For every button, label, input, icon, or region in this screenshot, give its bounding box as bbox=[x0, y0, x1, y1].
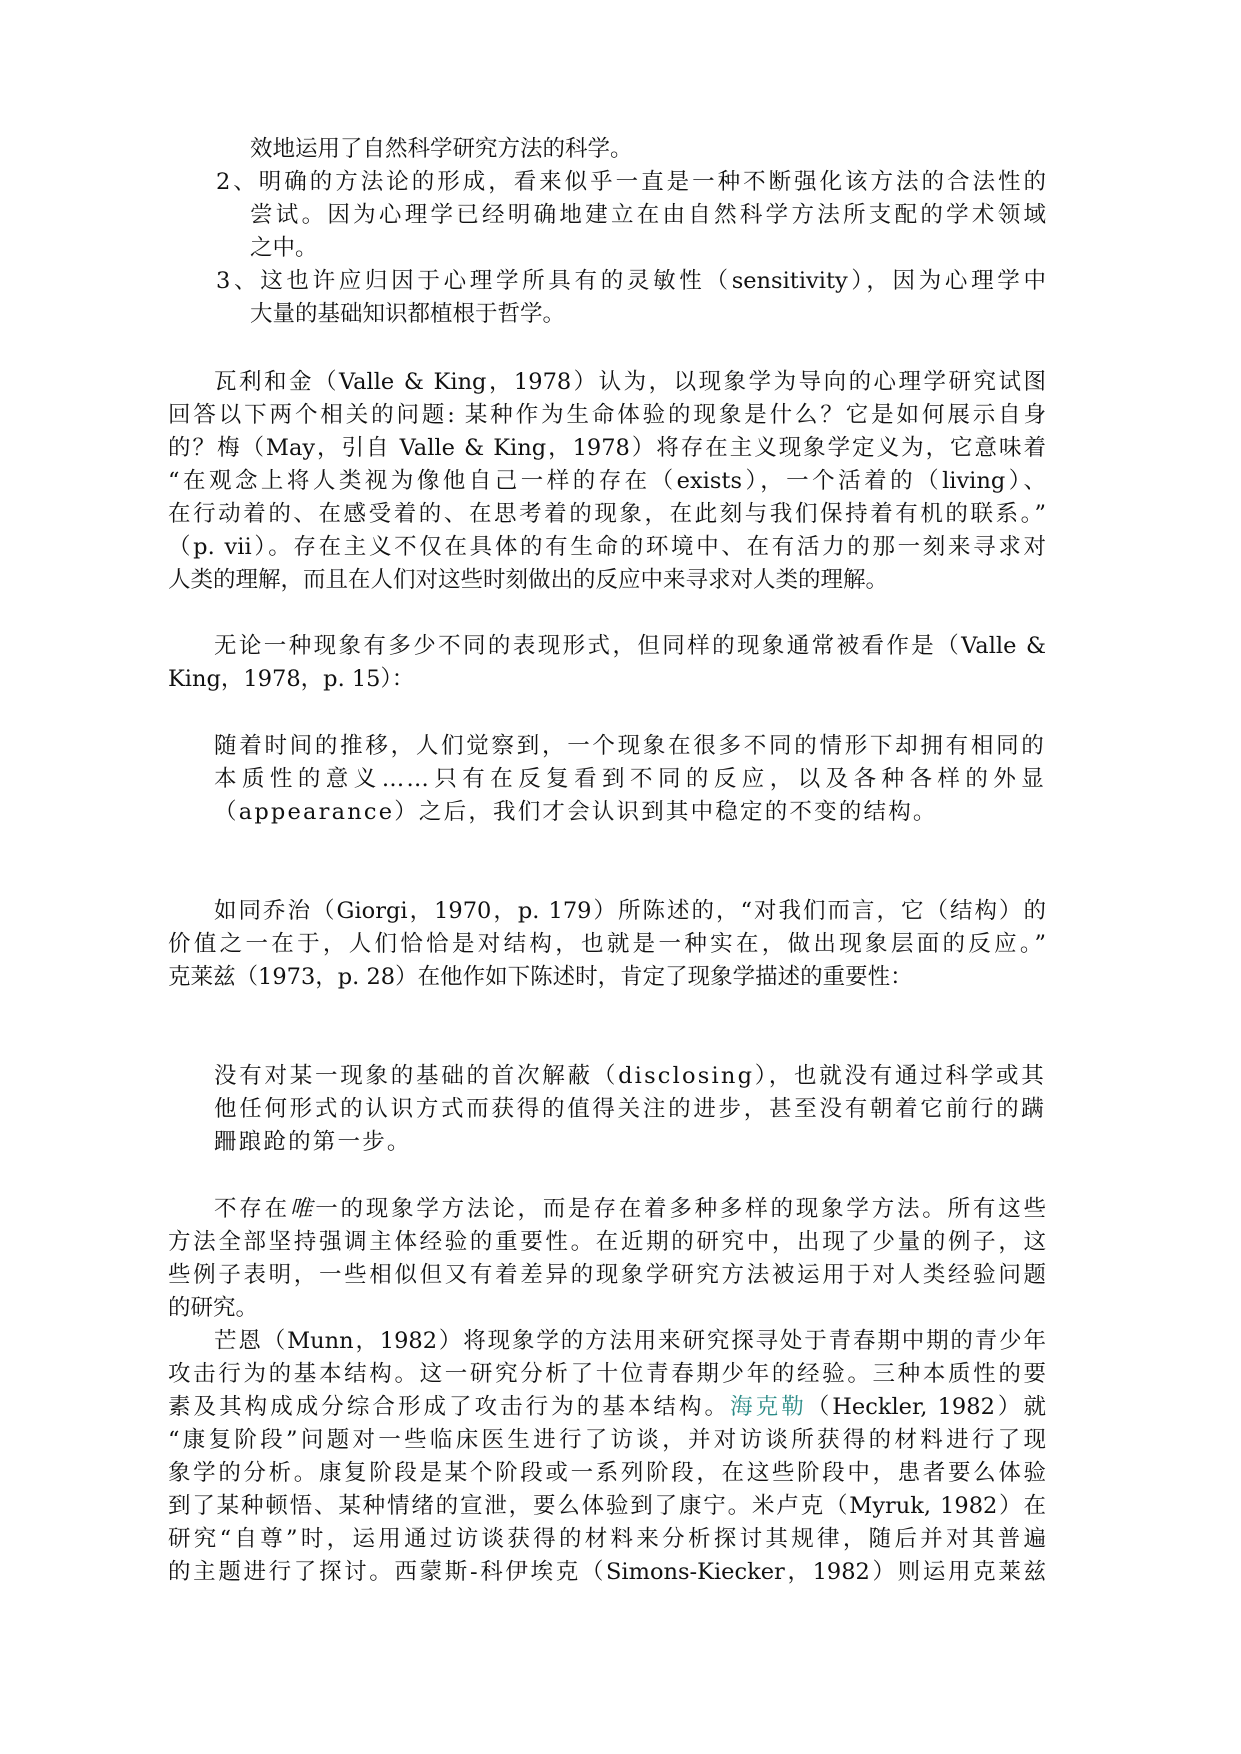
heckler-link[interactable]: 海克勒 bbox=[730, 1394, 807, 1420]
blockquote-1-line-1: 随着时间的推移，人们觉察到，一个现象在很多不同的情形下却拥有相同的 bbox=[214, 733, 1046, 759]
paragraph-5-line-7: 研究“自尊”时，运用通过访谈获得的材料来分析探讨其规律，随后并对其普遍 bbox=[168, 1526, 1046, 1552]
list-item-2-line-3: 之中。 bbox=[250, 235, 318, 261]
paragraph-1-line-3: 的？梅（May，引自 Valle & King，1978）将存在主义现象学定义为，它意味着 bbox=[168, 435, 1046, 461]
paragraph-4-line-4: 的研究。 bbox=[168, 1295, 259, 1321]
blockquote-2-line-1: 没有对某一现象的基础的首次解蔽（disclosing），也就没有通过科学或其 bbox=[214, 1063, 1046, 1089]
paragraph-5-line-6: 到了某种顿悟、某种情绪的宣泄，要么体验到了康宁。米卢克（Myruk, 1982）在 bbox=[168, 1493, 1046, 1519]
paragraph-4-line-2: 方法全部坚持强调主体经验的重要性。在近期的研究中，出现了少量的例子，这 bbox=[168, 1229, 1046, 1255]
paragraph-1-line-4: “在观念上将人类视为像他自己一样的存在（exists），一个活着的（living）、 bbox=[168, 468, 1046, 494]
list-item-2-line-2: 尝试。因为心理学已经明确地建立在由自然科学方法所支配的学术领域 bbox=[250, 202, 1046, 228]
paragraph-4-line-1 bbox=[214, 1193, 1046, 1226]
emphasis-text: 唯 bbox=[289, 1196, 316, 1222]
paragraph-5-line-8: 的主题进行了探讨。西蒙斯-科伊埃克（Simons-Kiecker，1982）则运用克莱兹 bbox=[168, 1559, 1046, 1585]
paragraph-5-text: （Heckler, 1982）就 bbox=[806, 1394, 1046, 1420]
list-item-3-line-2: 大量的基础知识都植根于哲学。 bbox=[250, 301, 566, 327]
list-item-1-continuation: 效地运用了自然科学研究方法的科学。 bbox=[250, 136, 633, 162]
list-item-2-line-1: 2、明确的方法论的形成，看来似乎一直是一种不断强化该方法的合法性的 bbox=[216, 169, 1046, 195]
paragraph-5-line-2: 攻击行为的基本结构。这一研究分析了十位青春期少年的经验。三种本质性的要 bbox=[168, 1361, 1046, 1387]
paragraph-5-line-1: 芒恩（Munn，1982）将现象学的方法用来研究探寻处于青春期中期的青少年 bbox=[214, 1328, 1046, 1354]
paragraph-1-line-2: 回答以下两个相关的问题: 某种作为生命体验的现象是什么？它是如何展示自身 bbox=[168, 402, 1046, 428]
paragraph-2-line-1: 无论一种现象有多少不同的表现形式，但同样的现象通常被看作是（Valle & bbox=[214, 633, 1046, 659]
paragraph-4-text: 一的现象学方法论，而是存在着多种多样的现象学方法。所有这些 bbox=[315, 1196, 1046, 1222]
paragraph-1-line-7: 人类的理解，而且在人们对这些时刻做出的反应中来寻求对人类的理解。 bbox=[168, 567, 889, 593]
paragraph-3-line-3: 克莱兹（1973，p. 28）在他作如下陈述时，肯定了现象学描述的重要性： bbox=[168, 964, 913, 990]
paragraph-4-line-3: 些例子表明，一些相似但又有着差异的现象学研究方法被运用于对人类经验问题 bbox=[168, 1262, 1046, 1288]
paragraph-5-line-3 bbox=[168, 1391, 1046, 1424]
blockquote-1-line-3: （appearance）之后，我们才会认识到其中稳定的不变的结构。 bbox=[214, 799, 938, 825]
paragraph-5-line-4: “康复阶段”问题对一些临床医生进行了访谈，并对访谈所获得的材料进行了现 bbox=[168, 1427, 1046, 1453]
paragraph-5-text: 素及其构成成分综合形成了攻击行为的基本结构。 bbox=[168, 1394, 731, 1420]
paragraph-2-line-2: King，1978，p. 15）： bbox=[168, 666, 415, 692]
blockquote-2-line-2: 他任何形式的认识方式而获得的值得关注的进步，甚至没有朝着它前行的蹒 bbox=[214, 1096, 1046, 1122]
paragraph-3-line-2: 价值之一在于，人们恰恰是对结构，也就是一种实在，做出现象层面的反应。” bbox=[168, 931, 1046, 957]
paragraph-1-line-6: （p. vii）。存在主义不仅在具体的有生命的环境中、在有活力的那一刻来寻求对 bbox=[168, 534, 1046, 560]
paragraph-1-line-1: 瓦利和金（Valle & King，1978）认为，以现象学为导向的心理学研究试图 bbox=[214, 369, 1046, 395]
paragraph-4-text: 不存在 bbox=[214, 1196, 290, 1222]
paragraph-3-line-1: 如同乔治（Giorgi，1970，p. 179）所陈述的，“对我们而言，它（结构）的 bbox=[214, 898, 1046, 924]
blockquote-1-line-2: 本质性的意义……只有在反复看到不同的反应，以及各种各样的外显 bbox=[214, 766, 1046, 792]
paragraph-5-line-5: 象学的分析。康复阶段是某个阶段或一系列阶段，在这些阶段中，患者要么体验 bbox=[168, 1460, 1046, 1486]
list-item-3-line-1: 3、这也许应归因于心理学所具有的灵敏性（sensitivity），因为心理学中 bbox=[216, 268, 1046, 294]
paragraph-1-line-5: 在行动着的、在感受着的、在思考着的现象，在此刻与我们保持着有机的联系。” bbox=[168, 501, 1046, 527]
blockquote-2-line-3: 跚踉跄的第一步。 bbox=[214, 1129, 412, 1155]
